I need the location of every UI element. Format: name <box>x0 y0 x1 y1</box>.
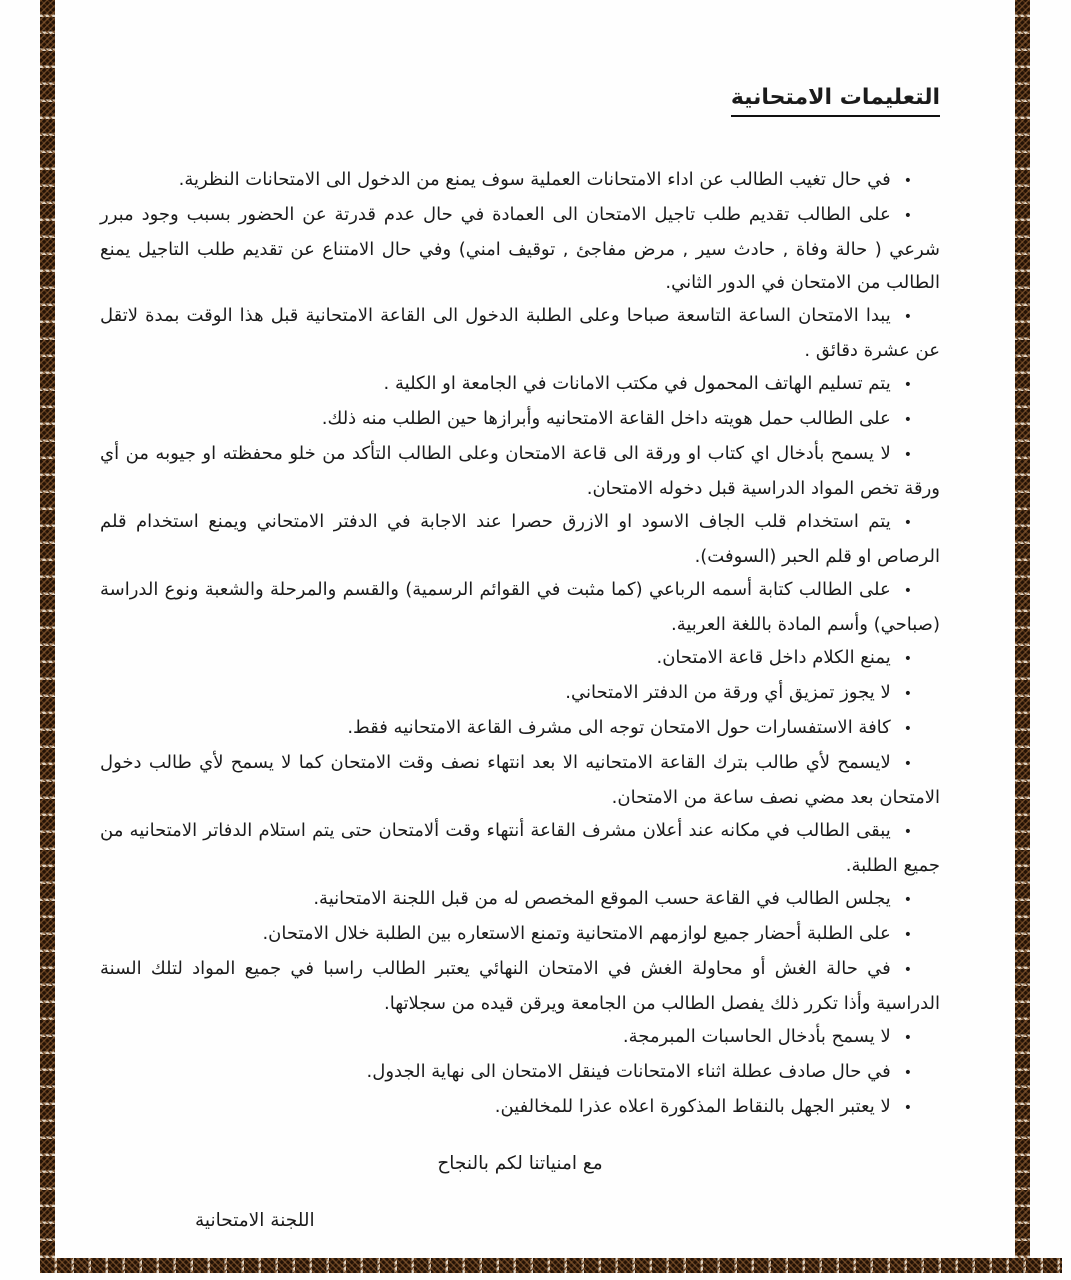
instruction-item <box>100 1055 940 1090</box>
instruction-item <box>100 746 940 814</box>
instruction-text: لا يسمح بأدخال اي كتاب او ورقة الى قاعة الامتحان وعلى الطالب التأكد من خلو محفظته او جيوبه من أي ورقة تخص المواد الدراسية قبل دخوله الامتحان. <box>100 442 940 499</box>
instruction-item <box>100 198 940 299</box>
instruction-item <box>100 299 940 367</box>
bullet-icon: • <box>903 961 912 978</box>
instruction-text: لا يسمح بأدخال الحاسبات المبرمجة. <box>622 1025 891 1047</box>
ornamental-border-bottom <box>40 1258 1062 1273</box>
instruction-text: يبدا الامتحان الساعة التاسعة صباحا وعلى الطلبة الدخول الى القاعة الامتحانية قبل هذا الوقت بمدة لاتقل عن عشرة دقائق . <box>100 304 940 361</box>
instruction-text: يبقى الطالب في مكانه عند أعلان مشرف القاعة أنتهاء وقت ألامتحان حتى يتم استلام الدفاتر الامتحانيه من جميع الطلبة. <box>100 819 940 876</box>
instruction-item <box>100 505 940 573</box>
instruction-item <box>100 882 940 917</box>
instruction-item <box>100 917 940 952</box>
instruction-text: في حال صادف عطلة اثناء الامتحانات فينقل الامتحان الى نهاية الجدول. <box>366 1060 891 1082</box>
instruction-text: على الطالب كتابة أسمه الرباعي (كما مثبت في القوائم الرسمية) والقسم والمرحلة والشعبة ونوع الدراسة (صباحي) وأسم المادة باللغة العربية. <box>100 578 940 635</box>
ornamental-border-left <box>40 0 55 1273</box>
bullet-icon: • <box>903 582 912 599</box>
document-title: التعليمات الامتحانية <box>731 84 940 117</box>
instruction-item <box>100 1090 940 1125</box>
instruction-text: على الطلبة أحضار جميع لوازمهم الامتحانية وتمنع الاستعاره بين الطلبة خلال الامتحان. <box>262 922 891 944</box>
instruction-item <box>100 814 940 882</box>
bullet-icon: • <box>903 207 912 224</box>
bullet-icon: • <box>903 514 912 531</box>
ornamental-border-right <box>1015 0 1030 1273</box>
instruction-item <box>100 367 940 402</box>
closing-wishes: مع امنياتنا لكم بالنجاح <box>437 1152 603 1174</box>
bullet-icon: • <box>903 650 912 667</box>
instruction-text: يمنع الكلام داخل قاعة الامتحان. <box>656 646 891 668</box>
bullet-icon: • <box>903 1099 912 1116</box>
bullet-icon: • <box>903 891 912 908</box>
instruction-text: لا يعتبر الجهل بالنقاط المذكورة اعلاه عذرا للمخالفين. <box>494 1095 891 1117</box>
bullet-icon: • <box>903 755 912 772</box>
bullet-icon: • <box>903 823 912 840</box>
instruction-item <box>100 163 940 198</box>
instruction-text: لايسمح لأي طالب بترك القاعة الامتحانيه الا بعد انتهاء نصف وقت الامتحان كما لا يسمح لأي طالب دخول الامتحان بعد مضي نصف ساعة من الامتحان. <box>100 751 940 808</box>
bullet-icon: • <box>903 685 912 702</box>
bullet-icon: • <box>903 172 912 189</box>
bullet-icon: • <box>903 376 912 393</box>
instructions-list <box>100 163 940 1125</box>
instruction-text: في حال تغيب الطالب عن اداء الامتحانات العملية سوف يمنع من الدخول الى الامتحانات النظرية. <box>178 168 891 190</box>
instruction-item <box>100 676 940 711</box>
instruction-item <box>100 952 940 1020</box>
instruction-item <box>100 711 940 746</box>
instruction-item <box>100 573 940 641</box>
instruction-text: في حالة الغش أو محاولة الغش في الامتحان النهائي يعتبر الطالب راسبا في جميع المواد لتلك السنة الدراسية وأذا تكرر ذلك يفصل الطالب من الجامعة ويرقن قيده من سجلاتها. <box>100 957 940 1014</box>
instruction-item <box>100 641 940 676</box>
bullet-icon: • <box>903 446 912 463</box>
bullet-icon: • <box>903 720 912 737</box>
instruction-item <box>100 1020 940 1055</box>
instruction-text: يتم تسليم الهاتف المحمول في مكتب الامانات في الجامعة او الكلية . <box>383 372 891 394</box>
document-content <box>100 84 940 1231</box>
bullet-icon: • <box>903 308 912 325</box>
instruction-text: على الطالب حمل هويته داخل القاعة الامتحانيه وأبرازها حين الطلب منه ذلك. <box>321 407 891 429</box>
bullet-icon: • <box>903 1064 912 1081</box>
instruction-text: يجلس الطالب في القاعة حسب الموقع المخصص له من قبل اللجنة الامتحانية. <box>313 887 891 909</box>
instruction-item <box>100 402 940 437</box>
instruction-item <box>100 437 940 505</box>
bullet-icon: • <box>903 411 912 428</box>
instruction-text: يتم استخدام قلب الجاف الاسود او الازرق حصرا عند الاجابة في الدفتر الامتحاني ويمنع استخدام قلم الرصاص او قلم الحبر (السوفت). <box>100 510 940 567</box>
instruction-text: على الطالب تقديم طلب تاجيل الامتحان الى العمادة في حال عدم قدرتة عن الحضور بسبب وجود مبرر شرعي ( حالة وفاة , حادث سير , مرض مفاجئ , توقيف امني) وفي حال الامتناع عن تقديم طلب التاجيل يمنع الطالب من الامتحان في الدور الثاني. <box>100 203 940 293</box>
instruction-text: كافة الاستفسارات حول الامتحان توجه الى مشرف القاعة الامتحانيه فقط. <box>347 716 891 738</box>
title-row <box>100 84 940 117</box>
bullet-icon: • <box>903 926 912 943</box>
instruction-text: لا يجوز تمزيق أي ورقة من الدفتر الامتحاني. <box>565 681 891 703</box>
committee-signature: اللجنة الامتحانية <box>195 1209 315 1231</box>
bullet-icon: • <box>903 1029 912 1046</box>
